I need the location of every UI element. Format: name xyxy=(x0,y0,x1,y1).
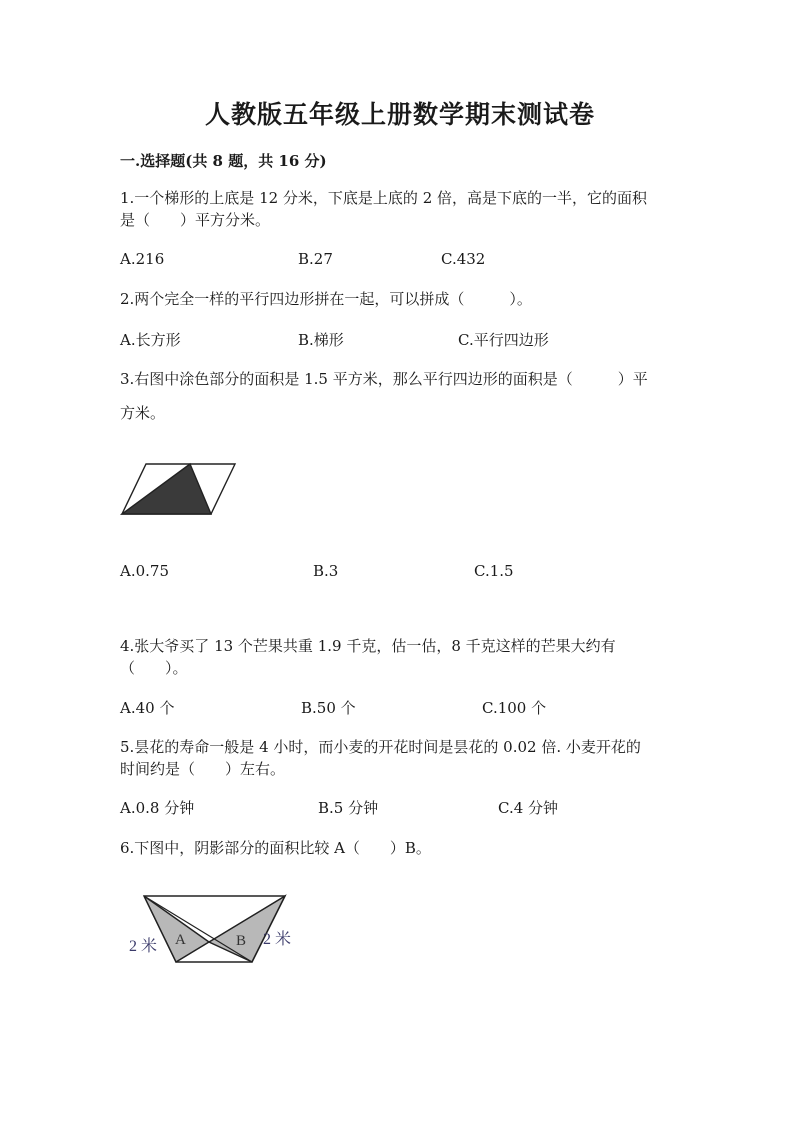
question-2-option-b[interactable]: B.梯形 xyxy=(298,331,344,349)
question-1-option-a[interactable]: A.216 xyxy=(120,250,165,268)
question-1-line-2: 是（ ）平方分米。 xyxy=(120,211,271,229)
question-2-line-1: 2.两个完全一样的平行四边形拼在一起，可以拼成（ ）。 xyxy=(120,290,532,308)
question-1-line-1: 1.一个梯形的上底是 12 分米，下底是上底的 2 倍，高是下底的一半，它的面积 xyxy=(120,189,648,207)
question-1-option-b[interactable]: B.27 xyxy=(298,250,333,268)
right-side-length: 2 米 xyxy=(263,931,292,948)
question-3-option-c[interactable]: C.1.5 xyxy=(474,562,514,580)
question-2-option-c[interactable]: C.平行四边形 xyxy=(458,331,549,349)
parallelogram-figure xyxy=(118,460,240,518)
question-5-line-2: 时间约是（ ）左右。 xyxy=(120,760,286,778)
question-3-line-2: 方米。 xyxy=(120,404,166,422)
question-6-line-1: 6.下图中，阴影部分的面积比较 A（ ）B。 xyxy=(120,839,431,857)
label-b: B xyxy=(236,933,247,949)
section-heading: 一.选择题(共 8 题，共 16 分) xyxy=(120,152,327,170)
question-5-line-1: 5.昙花的寿命一般是 4 小时，而小麦的开花时间是昙花的 0.02 倍. 小麦开花的 xyxy=(120,738,641,756)
question-5-option-b[interactable]: B.5 分钟 xyxy=(318,799,379,817)
question-3-option-b[interactable]: B.3 xyxy=(313,562,339,580)
label-a: A xyxy=(175,932,186,948)
question-5-option-a[interactable]: A.0.8 分钟 xyxy=(120,799,195,817)
question-1-option-c[interactable]: C.432 xyxy=(441,250,486,268)
left-side-length: 2 米 xyxy=(129,938,158,955)
question-5-option-c[interactable]: C.4 分钟 xyxy=(498,799,559,817)
question-4-option-c[interactable]: C.100 个 xyxy=(482,699,547,717)
question-4-line-1: 4.张大爷买了 13 个芒果共重 1.9 千克，估一估，8 千克这样的芒果大约有 xyxy=(120,637,616,655)
question-4-option-a[interactable]: A.40 个 xyxy=(120,699,175,717)
shaded-triangle-b xyxy=(209,896,285,962)
trapezoid-figure xyxy=(125,888,310,973)
question-3-line-1: 3.右图中涂色部分的面积是 1.5 平方米，那么平行四边形的面积是（ ）平 xyxy=(120,370,648,388)
question-4-option-b[interactable]: B.50 个 xyxy=(301,699,356,717)
question-4-line-2: （ ）。 xyxy=(120,659,188,677)
question-2-option-a[interactable]: A.长方形 xyxy=(120,331,181,349)
question-3-option-a[interactable]: A.0.75 xyxy=(120,562,169,580)
page-title: 人教版五年级上册数学期末测试卷 xyxy=(204,100,595,129)
